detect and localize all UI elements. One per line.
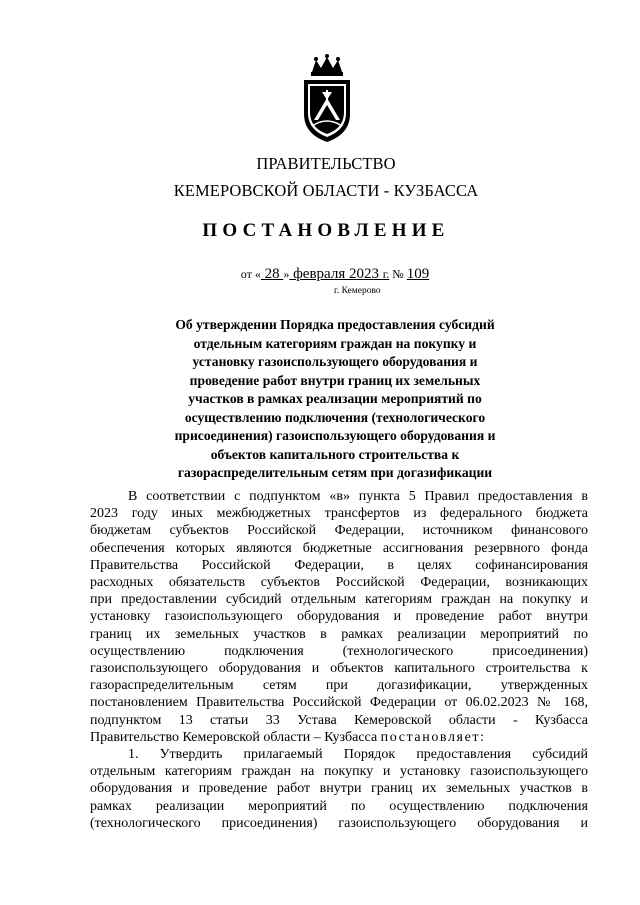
body-line: рамках реализации мероприятий по осуществлению подключения (90, 798, 588, 814)
document-type-title: ПОСТАНОВЛЕНИЕ (202, 220, 450, 241)
subject-line: Об утверждении Порядка предоставления субсидий (175, 317, 495, 332)
body-line: бюджетам субъектов Российской Федерации, источником финансового (90, 523, 588, 539)
body-line: осуществлению подключения (технологического присоединения) (90, 643, 588, 659)
body-line: подпунктом 13 статьи 33 Устава Кемеровской области - Кузбасса (90, 712, 588, 728)
item-1-paragraph (90, 746, 588, 832)
kuzbass-coat-of-arms-icon (298, 54, 356, 144)
date-day: 28 (260, 266, 284, 282)
date-quote-close: » (283, 267, 290, 281)
body-line: расходных обязательств субъектов Российской Федерации, возникающих (90, 575, 588, 591)
government-name-line1: ПРАВИТЕЛЬСТВО (256, 154, 396, 173)
body-line: отдельным категориям граждан на покупку и установку газоиспользующего (90, 764, 588, 780)
document-date-number (0, 266, 640, 283)
body-line: оборудования и проведение работ внутри границ их земельных участков в (90, 781, 588, 797)
date-year-suffix: г. (382, 267, 390, 281)
subject-line: установку газоиспользующего оборудования и (192, 354, 478, 369)
resolution-word: постановляет: (380, 729, 486, 745)
subject-line: проведение работ внутри границ их земельных (189, 372, 481, 388)
document-number: 109 (406, 266, 430, 282)
body-line-resolution (90, 729, 588, 746)
document-body (90, 488, 588, 832)
preamble-paragraph (90, 488, 588, 746)
body-line: границ их земельных участков в рамках реализации мероприятий по (90, 626, 588, 642)
subject-line: отдельным категориям граждан на покупку и (193, 335, 477, 351)
subject-line: присоединения) газоиспользующего оборудования и (174, 428, 496, 443)
body-line: В соответствии с подпунктом «в» пункта 5 Правил предоставления в (128, 489, 588, 504)
body-line: обеспечения которых являются бюджетные ассигнования резервного фонда (90, 540, 588, 556)
body-line: (технологического присоединения) газоиспользующего оборудования и (90, 815, 588, 831)
body-line: Правительства Российской Федерации, в целях софинансирования (90, 557, 588, 573)
subject-line: участков в рамках реализации мероприятий по (188, 391, 482, 406)
document-city: г. Кемерово (334, 286, 381, 296)
resolution-prefix: Правительство Кемеровской области – Кузбасса (90, 729, 381, 745)
subject-line: газораспределительным сетям при догазификации (177, 465, 493, 480)
body-line: 2023 году иных межбюджетных трансфертов из федерального бюджета (90, 506, 588, 522)
body-line: газораспределительным сетям при догазификации, утвержденных (90, 678, 588, 694)
date-prefix: от « (240, 267, 261, 281)
date-month-year: февраля 2023 (289, 266, 383, 282)
subject-line: объектов капитального строительства к (210, 446, 460, 462)
body-line: при предоставлении субсидий отдельным категориям граждан на покупку и (90, 592, 588, 608)
document-subject (150, 316, 520, 483)
body-line: постановлением Правительства Российской Федерации от 06.02.2023 № 168, (90, 695, 588, 711)
body-line: установку газоиспользующего оборудования и проведение работ внутри (90, 609, 588, 625)
government-name-line2: КЕМЕРОВСКОЙ ОБЛАСТИ - КУЗБАССА (173, 181, 479, 200)
body-line: газоиспользующего оборудования и объектов капитального строительства к (90, 661, 588, 677)
subject-line: осуществлению подключения (технологического (184, 409, 486, 425)
body-line: 1. Утвердить прилагаемый Порядок предоставления субсидий (128, 747, 588, 763)
number-prefix: № (389, 267, 407, 281)
